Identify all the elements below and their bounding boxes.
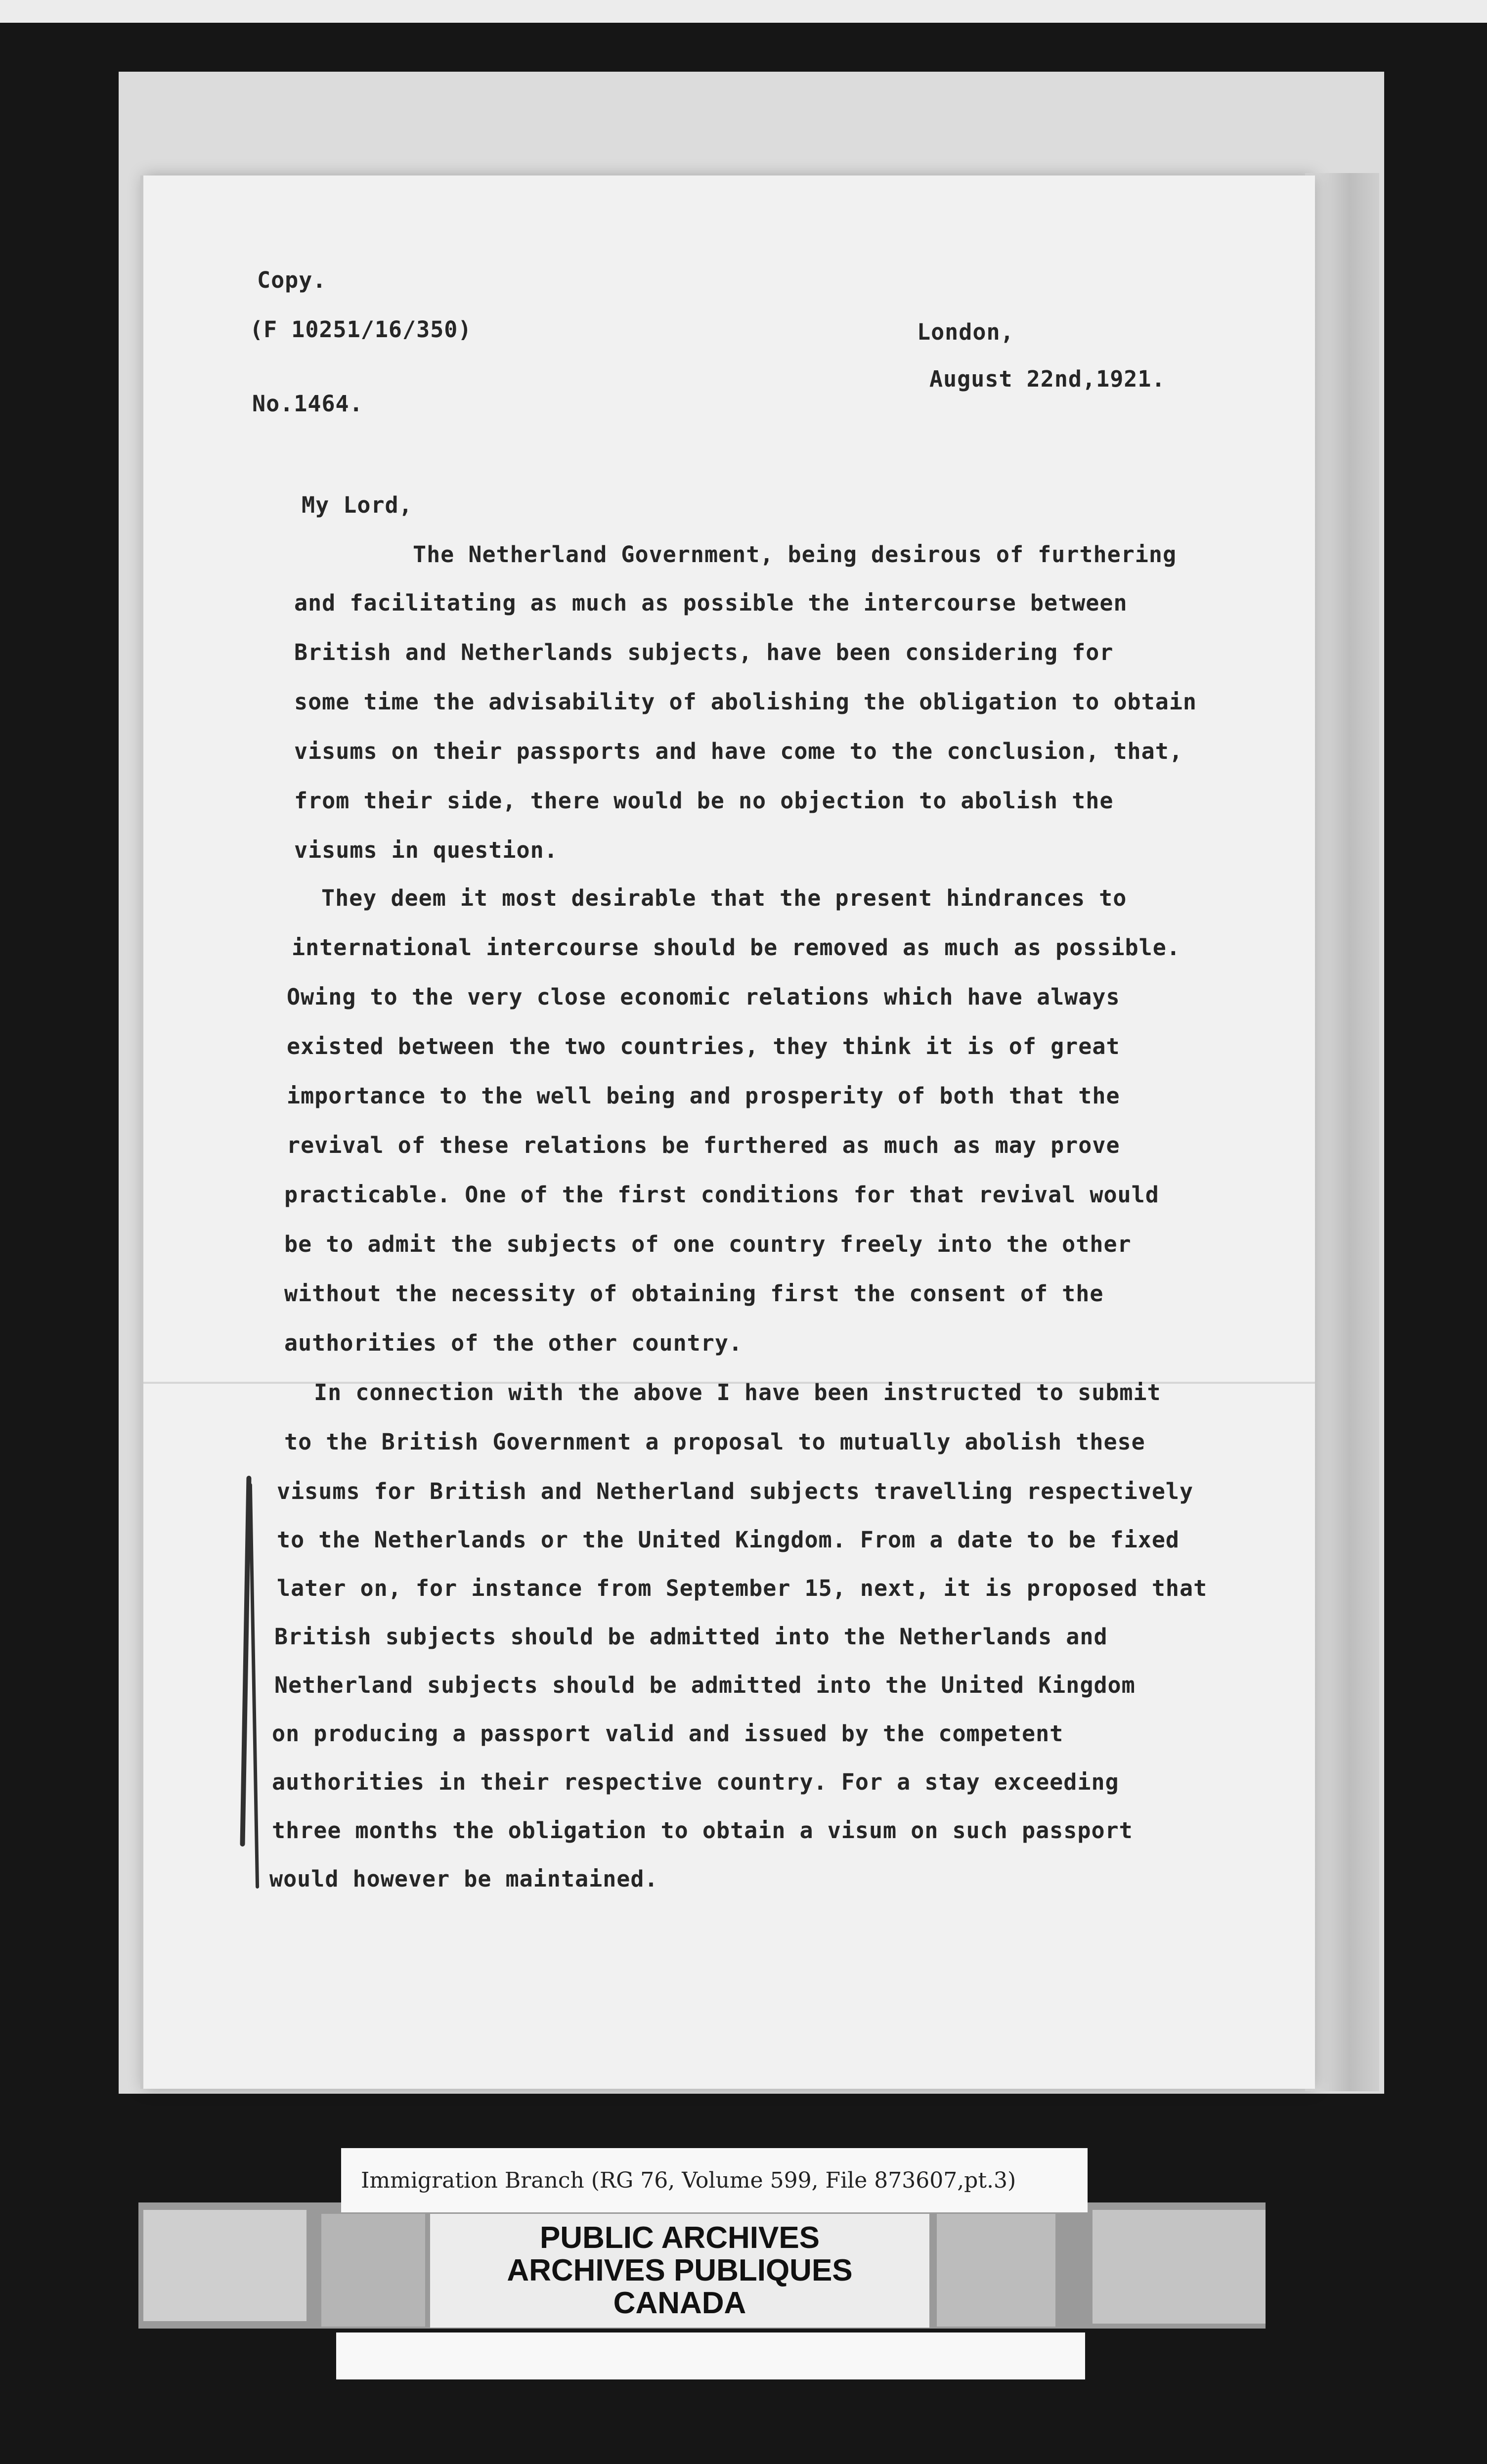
body-line: later on, for instance from September 15, next, it is proposed that (277, 1575, 1208, 1601)
body-line: revival of these relations be furthered as much as may prove (287, 1132, 1120, 1158)
body-line: from their side, there would be no objection to abolish the (294, 788, 1114, 814)
archives-stamp (430, 2214, 929, 2328)
body-line: on producing a passport valid and issued by the competent (272, 1720, 1064, 1747)
stamp-line-1: PUBLIC ARCHIVES (539, 2221, 820, 2255)
body-line: British and Netherlands subjects, have been considering for (294, 639, 1114, 665)
body-line: In connection with the above I have been instructed to submit (314, 1379, 1161, 1406)
body-line: visums for British and Netherland subjects travelling respectively (277, 1478, 1194, 1504)
tab-piece-left-2 (321, 2214, 425, 2327)
body-line: existed between the two countries, they think it is of great (287, 1033, 1120, 1059)
stamp-line-2: ARCHIVES PUBLIQUES (507, 2253, 853, 2288)
letter-place: London, (917, 319, 1014, 345)
film-top-edge (0, 0, 1487, 23)
body-line: visums in question. (294, 837, 558, 863)
page-edge-shadow (1305, 173, 1379, 2091)
letter-number: No.1464. (252, 391, 363, 417)
body-line: Netherland subjects should be admitted into the United Kingdom (274, 1672, 1136, 1698)
body-line: and facilitating as much as possible the intercourse between (294, 590, 1128, 616)
body-line: be to admit the subjects of one country freely into the other (284, 1231, 1132, 1257)
body-line: international intercourse should be removed as much as possible. (292, 934, 1181, 961)
copy-label: Copy. (257, 267, 327, 293)
body-line: visums on their passports and have come to the conclusion, that, (294, 738, 1183, 764)
body-line: would however be maintained. (269, 1866, 658, 1892)
tab-piece-right (937, 2214, 1055, 2327)
tab-piece-right-2 (1093, 2210, 1266, 2324)
body-line: practicable. One of the first conditions for that revival would (284, 1182, 1159, 1208)
reference-number: (F 10251/16/350) (250, 316, 472, 343)
body-line: British subjects should be admitted into the Netherlands and (274, 1624, 1108, 1650)
body-line: three months the obligation to obtain a visum on such passport (272, 1817, 1133, 1844)
body-line: They deem it most desirable that the present hindrances to (321, 885, 1127, 911)
label-strip-bottom (336, 2332, 1085, 2379)
body-line: without the necessity of obtaining first the consent of the (284, 1280, 1104, 1307)
body-line: authorities in their respective country. For a stay exceeding (272, 1769, 1119, 1795)
body-line: authorities of the other country. (284, 1330, 743, 1356)
citation-text: Immigration Branch (RG 76, Volume 599, File 873607,pt.3) (361, 2167, 1016, 2193)
stamp-line-3: CANADA (613, 2286, 746, 2320)
body-line: to the Netherlands or the United Kingdom. From a date to be fixed (277, 1527, 1180, 1553)
body-line: importance to the well being and prosperity of both that the (287, 1083, 1120, 1109)
archive-citation (341, 2148, 1088, 2212)
body-line: The Netherland Government, being desirous of furthering (413, 541, 1177, 568)
body-line: some time the advisability of abolishing the obligation to obtain (294, 689, 1197, 715)
body-line: to the British Government a proposal to mutually abolish these (284, 1429, 1145, 1455)
tab-piece-left (143, 2210, 306, 2321)
letter-date: August 22nd,1921. (929, 366, 1166, 392)
body-line: Owing to the very close economic relations which have always (287, 984, 1120, 1010)
salutation: My Lord, (302, 492, 413, 518)
